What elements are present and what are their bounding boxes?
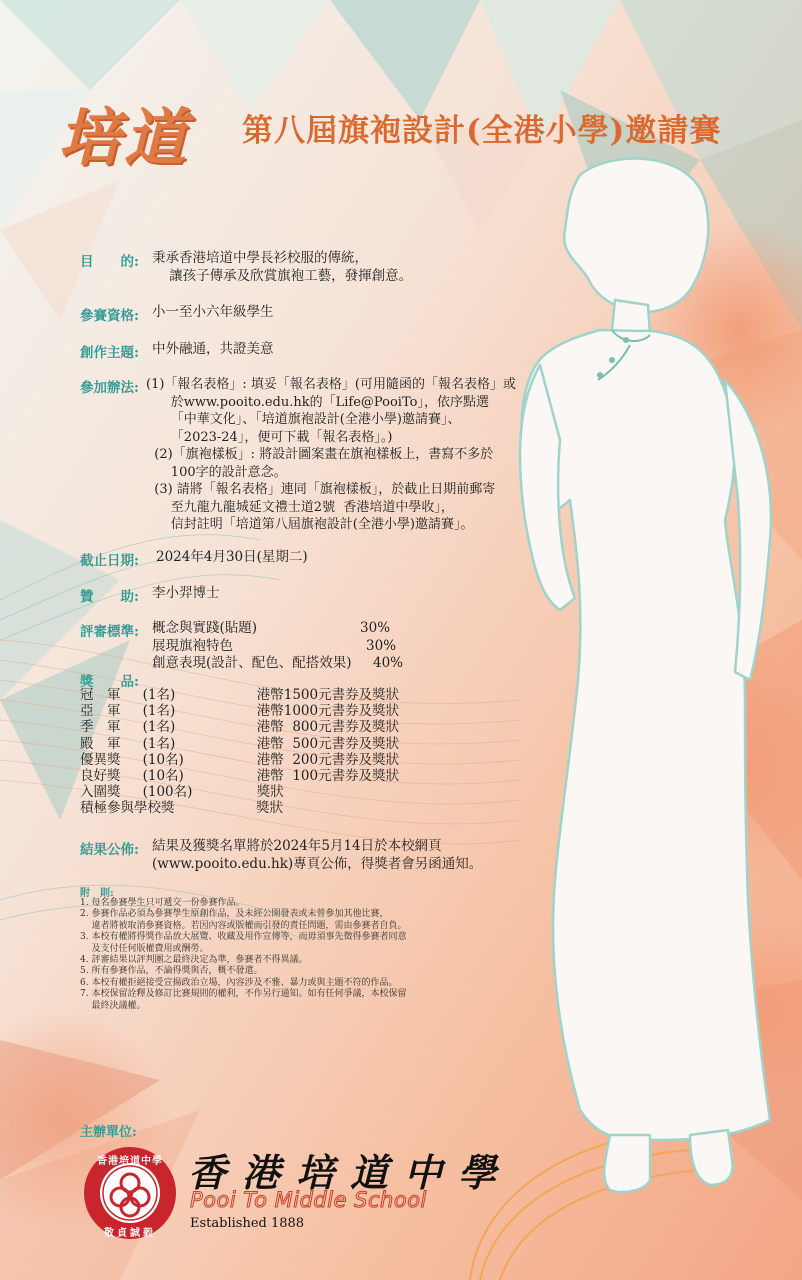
eligibility-label: 參賽資格: xyxy=(80,308,139,324)
sponsor-text: 李小羿博士 xyxy=(152,585,220,601)
notes-text: 1. 每名參賽學生只可遞交一份參賽作品。 2. 參賽作品必須為參賽學生原創作品，及未經公開發表或未曾參加其他比賽， 違者將被取消參賽資格。若因內容或版權而引發的責任問題，需由參賽者自負。 3. 本校有權將得獎作品放大展覽、收藏及用作宣傳等，而毋須事先徵得參賽者同意 及支付任何版權費用或酬勞。 4. 評審結果以評判團之最終決定為準，參賽者不得異議。 5. 所有參賽作品，不論得獎與否，概不發還。 6. 本校有權拒絕接受宣揚政治立場，內容涉及不雅、暴力或與主題不符的作品。 7. 本校保留詮釋及修訂比賽規則的權利，不作另行通知。如有任何爭議，本校保留 最終決議權。 xyxy=(80,898,407,1011)
organizer-label: 主辦單位: xyxy=(80,1125,137,1140)
badge-top-text: 香港培道中學 xyxy=(97,1156,163,1167)
school-name-cn: 香港培道中學 xyxy=(188,1150,513,1195)
eligibility-text: 小一至小六年級學生 xyxy=(152,304,274,320)
sponsor-label: 贊 助: xyxy=(80,589,139,605)
prizes-label: 獎 品: xyxy=(80,674,139,690)
established-text: Established 1888 xyxy=(190,1216,305,1231)
results-label: 結果公佈: xyxy=(80,842,139,858)
school-name-en: Pooi To Middle School xyxy=(190,1188,427,1212)
criteria-text: 概念與實踐(貼題) 30% 展現旗袍特色 30% 創意表現(設計、配色、配搭效果) 40% xyxy=(152,620,403,671)
method-text: (1)「報名表格」: 填妥「報名表格」(可用隨函的「報名表格」或 於www.pooito.edu.hk的「Life@PooiTo」，依序點選 「中華文化」、「培道旗袍設計(全港小學)邀請賽」、 「2023-24」，便可下載「報名表格」。) (2)「旗袍樣板」: 將設計圖案畫在旗袍樣板上，書寫不多於 100字的設計意念。 (3) 請將「報名表格」連同「旗袍樣板」，於截止日期前郵寄 至九龍九龍城延文禮士道2號 香港培道中學收」， 信封註明「培道第八屆旗袍設計(全港小學)邀請賽」。 xyxy=(146,377,516,532)
criteria-label: 評審標準: xyxy=(80,624,139,640)
theme-label: 創作主題: xyxy=(80,345,139,361)
notes-label: 附 則: xyxy=(80,888,114,899)
method-label: 參加辦法: xyxy=(80,380,139,396)
deadline-text: 2024年4月30日(星期二) xyxy=(156,549,308,565)
brand-calligraphy: 培道 xyxy=(58,101,191,174)
badge-bottom-text: 敬貞誠毅 xyxy=(104,1228,156,1239)
purpose-text: 秉承香港培道中學長衫校服的傳統， 讓孩子傳承及欣賞旗袍工藝，發揮創意。 xyxy=(152,250,413,284)
deadline-label: 截止日期: xyxy=(80,553,139,569)
purpose-label: 目 的: xyxy=(80,254,139,270)
prizes-table: 冠 軍 (1名) 港幣1500元書券及獎狀 亞 軍 (1名) 港幣1000元書券及獎狀 季 軍 (1名) 港幣 800元書券及獎狀 殿 軍 (1名) 港幣 500元書券及獎狀 優異獎 (10名) 港幣 200元書券及獎狀 良好獎 (10名) 港幣 100元書券及獎狀 入圍獎 (100名) 獎狀 積極參與學校獎 獎狀 xyxy=(80,687,400,817)
results-text: 結果及獲獎名單將於2024年5月14日於本校網頁 (www.pooito.edu.hk)專頁公佈，得獎者會另函通知。 xyxy=(152,838,483,872)
page-title: 第八屆旗袍設計(全港小學)邀請賽 xyxy=(242,113,722,149)
theme-text: 中外融通，共證美意 xyxy=(152,341,274,357)
